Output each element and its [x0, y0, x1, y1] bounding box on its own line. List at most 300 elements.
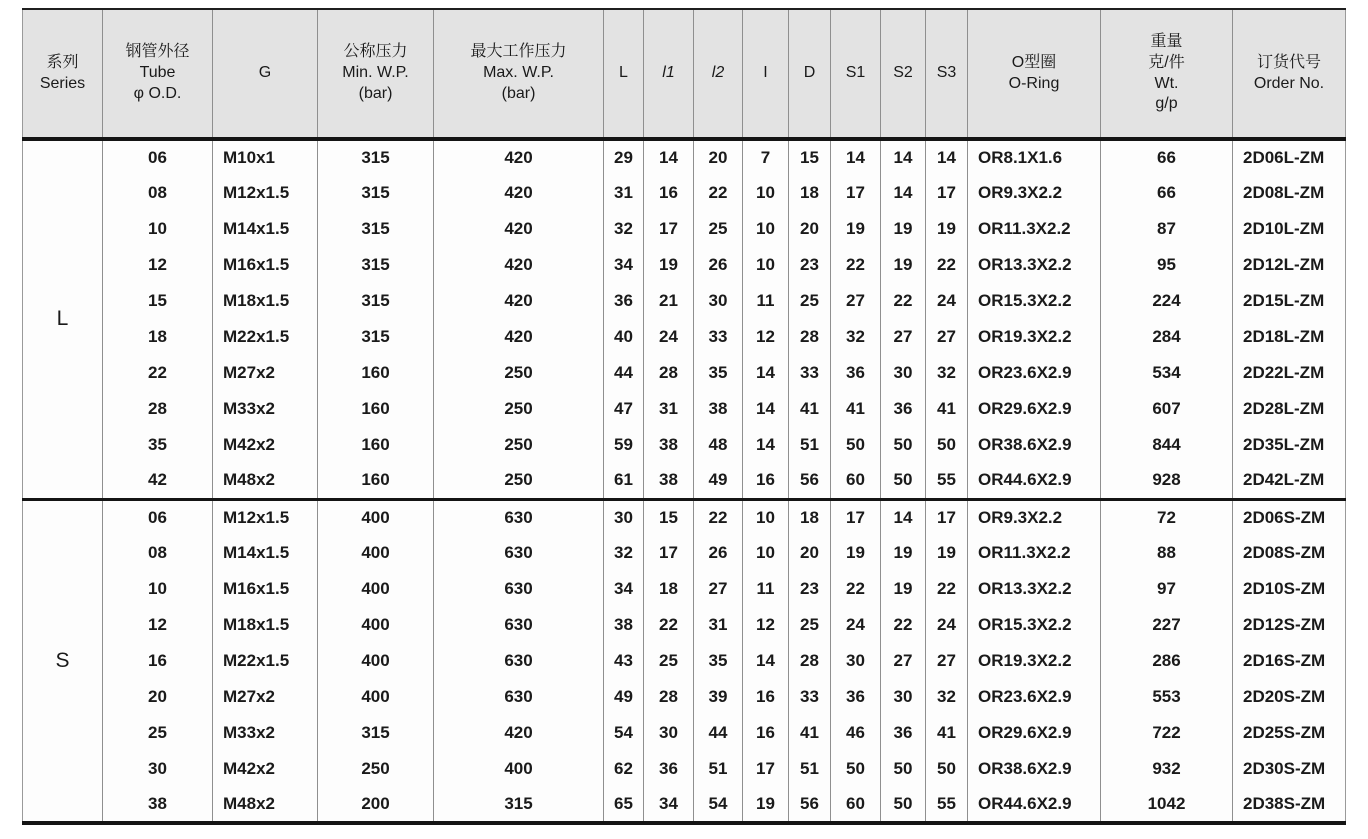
cell-oring: OR15.3X2.2 — [968, 283, 1101, 319]
cell-L: 38 — [604, 607, 644, 643]
cell-g: M48x2 — [213, 787, 318, 823]
cell-S3: 17 — [926, 175, 968, 211]
cell-max_wp: 420 — [434, 175, 604, 211]
series-cell-L: L — [56, 307, 69, 331]
cell-l1: 19 — [644, 247, 694, 283]
cell-S3: 22 — [926, 247, 968, 283]
cell-D: 18 — [789, 175, 831, 211]
cell-L: 40 — [604, 319, 644, 355]
cell-L: 43 — [604, 643, 644, 679]
cell-min_wp: 315 — [318, 715, 434, 751]
cell-S2: 50 — [881, 427, 926, 463]
cell-L: 65 — [604, 787, 644, 823]
cell-tube: 16 — [103, 643, 213, 679]
cell-wt: 66 — [1101, 139, 1233, 175]
cell-S2: 22 — [881, 283, 926, 319]
cell-tube: 25 — [103, 715, 213, 751]
cell-wt: 534 — [1101, 355, 1233, 391]
cell-g: M42x2 — [213, 427, 318, 463]
cell-l2: 26 — [694, 247, 743, 283]
cell-l2: 33 — [694, 319, 743, 355]
cell-oring: OR15.3X2.2 — [968, 607, 1101, 643]
cell-l2: 48 — [694, 427, 743, 463]
cell-max_wp: 250 — [434, 355, 604, 391]
col-header-I: I — [743, 9, 789, 139]
cell-g: M22x1.5 — [213, 643, 318, 679]
table-header — [23, 9, 1346, 139]
cell-g: M12x1.5 — [213, 499, 318, 535]
cell-S3: 32 — [926, 355, 968, 391]
cell-l1: 34 — [644, 787, 694, 823]
cell-I: 11 — [743, 571, 789, 607]
cell-g: M33x2 — [213, 391, 318, 427]
cell-I: 12 — [743, 607, 789, 643]
cell-order: 2D15L-ZM — [1233, 283, 1346, 319]
cell-S3: 24 — [926, 283, 968, 319]
cell-min_wp: 315 — [318, 211, 434, 247]
cell-D: 56 — [789, 463, 831, 499]
cell-S1: 60 — [831, 787, 881, 823]
cell-g: M18x1.5 — [213, 607, 318, 643]
cell-I: 16 — [743, 679, 789, 715]
cell-tube: 12 — [103, 607, 213, 643]
cell-I: 10 — [743, 499, 789, 535]
cell-tube: 10 — [103, 211, 213, 247]
cell-S2: 14 — [881, 175, 926, 211]
col-header-S1: S1 — [831, 9, 881, 139]
cell-S1: 14 — [831, 139, 881, 175]
cell-l2: 44 — [694, 715, 743, 751]
cell-oring: OR13.3X2.2 — [968, 247, 1101, 283]
cell-g: M48x2 — [213, 463, 318, 499]
cell-I: 14 — [743, 391, 789, 427]
cell-S2: 19 — [881, 535, 926, 571]
cell-l1: 31 — [644, 391, 694, 427]
cell-l1: 28 — [644, 355, 694, 391]
cell-min_wp: 400 — [318, 571, 434, 607]
cell-order: 2D25S-ZM — [1233, 715, 1346, 751]
cell-I: 7 — [743, 139, 789, 175]
cell-oring: OR11.3X2.2 — [968, 535, 1101, 571]
col-header-tube: 钢管外径 Tube φ O.D. — [103, 9, 213, 139]
cell-I: 14 — [743, 355, 789, 391]
cell-oring: OR9.3X2.2 — [968, 499, 1101, 535]
cell-L: 32 — [604, 211, 644, 247]
cell-max_wp: 630 — [434, 679, 604, 715]
cell-min_wp: 160 — [318, 355, 434, 391]
cell-L: 62 — [604, 751, 644, 787]
cell-S3: 50 — [926, 427, 968, 463]
cell-D: 23 — [789, 247, 831, 283]
cell-D: 51 — [789, 427, 831, 463]
table-row — [23, 319, 1346, 355]
cell-oring: OR29.6X2.9 — [968, 391, 1101, 427]
cell-S2: 14 — [881, 139, 926, 175]
cell-I: 10 — [743, 175, 789, 211]
cell-l2: 39 — [694, 679, 743, 715]
cell-tube: 10 — [103, 571, 213, 607]
cell-oring: OR8.1X1.6 — [968, 139, 1101, 175]
cell-S3: 17 — [926, 499, 968, 535]
table-row — [23, 535, 1346, 571]
series-cell-S: S — [23, 499, 103, 823]
cell-tube: 12 — [103, 247, 213, 283]
cell-min_wp: 315 — [318, 319, 434, 355]
cell-S1: 22 — [831, 247, 881, 283]
cell-oring: OR38.6X2.9 — [968, 427, 1101, 463]
table-row — [23, 679, 1346, 715]
cell-order: 2D12S-ZM — [1233, 607, 1346, 643]
col-header-max_wp: 最大工作压力 Max. W.P. (bar) — [434, 9, 604, 139]
cell-l1: 38 — [644, 463, 694, 499]
cell-g: M42x2 — [213, 751, 318, 787]
cell-S1: 32 — [831, 319, 881, 355]
cell-l1: 17 — [644, 211, 694, 247]
cell-order: 2D12L-ZM — [1233, 247, 1346, 283]
cell-S2: 36 — [881, 715, 926, 751]
cell-order: 2D35L-ZM — [1233, 427, 1346, 463]
cell-S2: 50 — [881, 463, 926, 499]
cell-wt: 844 — [1101, 427, 1233, 463]
cell-oring: OR11.3X2.2 — [968, 211, 1101, 247]
cell-l2: 54 — [694, 787, 743, 823]
cell-l1: 16 — [644, 175, 694, 211]
cell-S2: 19 — [881, 247, 926, 283]
cell-wt: 66 — [1101, 175, 1233, 211]
cell-L: 32 — [604, 535, 644, 571]
cell-S3: 14 — [926, 139, 968, 175]
table-row — [23, 571, 1346, 607]
cell-l1: 38 — [644, 427, 694, 463]
cell-wt: 932 — [1101, 751, 1233, 787]
cell-oring: OR44.6X2.9 — [968, 787, 1101, 823]
table-row — [23, 643, 1346, 679]
cell-I: 16 — [743, 463, 789, 499]
table-row — [23, 211, 1346, 247]
cell-l2: 35 — [694, 355, 743, 391]
cell-max_wp: 630 — [434, 607, 604, 643]
cell-D: 28 — [789, 319, 831, 355]
cell-S1: 60 — [831, 463, 881, 499]
cell-l2: 35 — [694, 643, 743, 679]
cell-S1: 46 — [831, 715, 881, 751]
cell-S2: 27 — [881, 319, 926, 355]
col-header-L: L — [604, 9, 644, 139]
cell-I: 10 — [743, 211, 789, 247]
cell-L: 29 — [604, 139, 644, 175]
col-header-S3: S3 — [926, 9, 968, 139]
cell-order: 2D06L-ZM — [1233, 139, 1346, 175]
cell-L: 34 — [604, 571, 644, 607]
cell-tube: 08 — [103, 175, 213, 211]
cell-l2: 38 — [694, 391, 743, 427]
cell-L: 31 — [604, 175, 644, 211]
cell-I: 14 — [743, 427, 789, 463]
cell-S3: 32 — [926, 679, 968, 715]
cell-S3: 55 — [926, 787, 968, 823]
cell-I: 12 — [743, 319, 789, 355]
cell-oring: OR9.3X2.2 — [968, 175, 1101, 211]
cell-oring: OR38.6X2.9 — [968, 751, 1101, 787]
table-row — [23, 283, 1346, 319]
cell-S3: 55 — [926, 463, 968, 499]
cell-order: 2D16S-ZM — [1233, 643, 1346, 679]
cell-S3: 41 — [926, 391, 968, 427]
cell-g: M10x1 — [213, 139, 318, 175]
cell-max_wp: 630 — [434, 643, 604, 679]
cell-g: M16x1.5 — [213, 571, 318, 607]
cell-tube: 08 — [103, 535, 213, 571]
col-header-min_wp: 公称压力 Min. W.P. (bar) — [318, 9, 434, 139]
cell-L: 34 — [604, 247, 644, 283]
cell-L: 36 — [604, 283, 644, 319]
cell-I: 10 — [743, 535, 789, 571]
cell-S2: 30 — [881, 355, 926, 391]
cell-oring: OR23.6X2.9 — [968, 679, 1101, 715]
cell-g: M18x1.5 — [213, 283, 318, 319]
cell-max_wp: 630 — [434, 571, 604, 607]
cell-l2: 51 — [694, 751, 743, 787]
cell-max_wp: 420 — [434, 211, 604, 247]
cell-min_wp: 250 — [318, 751, 434, 787]
cell-wt: 284 — [1101, 319, 1233, 355]
cell-tube: 35 — [103, 427, 213, 463]
cell-S2: 36 — [881, 391, 926, 427]
cell-l1: 17 — [644, 535, 694, 571]
cell-wt: 928 — [1101, 463, 1233, 499]
col-header-g: G — [213, 9, 318, 139]
cell-wt: 97 — [1101, 571, 1233, 607]
cell-S1: 17 — [831, 499, 881, 535]
cell-S1: 36 — [831, 679, 881, 715]
cell-S1: 27 — [831, 283, 881, 319]
cell-S1: 36 — [831, 355, 881, 391]
cell-l2: 22 — [694, 175, 743, 211]
cell-order: 2D20S-ZM — [1233, 679, 1346, 715]
table-body — [23, 139, 1346, 823]
cell-S3: 50 — [926, 751, 968, 787]
col-header-l2: l2 — [694, 9, 743, 139]
table-row — [23, 391, 1346, 427]
table-row — [23, 787, 1346, 823]
cell-max_wp: 250 — [434, 427, 604, 463]
cell-S1: 22 — [831, 571, 881, 607]
cell-wt: 224 — [1101, 283, 1233, 319]
cell-min_wp: 200 — [318, 787, 434, 823]
cell-tube: 06 — [103, 139, 213, 175]
cell-L: 61 — [604, 463, 644, 499]
cell-S3: 19 — [926, 535, 968, 571]
cell-D: 25 — [789, 607, 831, 643]
cell-S3: 27 — [926, 319, 968, 355]
cell-max_wp: 420 — [434, 283, 604, 319]
cell-g: M14x1.5 — [213, 211, 318, 247]
col-header-oring: O型圈 O-Ring — [968, 9, 1101, 139]
cell-order: 2D22L-ZM — [1233, 355, 1346, 391]
cell-l2: 31 — [694, 607, 743, 643]
col-header-l1: l1 — [644, 9, 694, 139]
cell-L: 49 — [604, 679, 644, 715]
cell-wt: 286 — [1101, 643, 1233, 679]
cell-tube: 15 — [103, 283, 213, 319]
table-row — [23, 247, 1346, 283]
cell-order: 2D28L-ZM — [1233, 391, 1346, 427]
cell-oring: OR29.6X2.9 — [968, 715, 1101, 751]
cell-D: 20 — [789, 535, 831, 571]
cell-D: 23 — [789, 571, 831, 607]
cell-tube: 28 — [103, 391, 213, 427]
col-header-series: 系列 Series — [39, 53, 86, 92]
cell-S2: 14 — [881, 499, 926, 535]
cell-max_wp: 420 — [434, 247, 604, 283]
cell-max_wp: 630 — [434, 535, 604, 571]
cell-g: M12x1.5 — [213, 175, 318, 211]
cell-I: 16 — [743, 715, 789, 751]
cell-g: M14x1.5 — [213, 535, 318, 571]
cell-tube: 30 — [103, 751, 213, 787]
cell-wt: 95 — [1101, 247, 1233, 283]
cell-max_wp: 420 — [434, 319, 604, 355]
cell-I: 10 — [743, 247, 789, 283]
cell-min_wp: 315 — [318, 139, 434, 175]
cell-oring: OR19.3X2.2 — [968, 319, 1101, 355]
cell-tube: 22 — [103, 355, 213, 391]
cell-S1: 17 — [831, 175, 881, 211]
cell-D: 25 — [789, 283, 831, 319]
cell-S2: 50 — [881, 751, 926, 787]
cell-l1: 28 — [644, 679, 694, 715]
cell-D: 56 — [789, 787, 831, 823]
cell-S1: 41 — [831, 391, 881, 427]
cell-l1: 22 — [644, 607, 694, 643]
cell-min_wp: 400 — [318, 679, 434, 715]
cell-S1: 50 — [831, 751, 881, 787]
cell-max_wp: 630 — [434, 499, 604, 535]
cell-S1: 24 — [831, 607, 881, 643]
cell-g: M16x1.5 — [213, 247, 318, 283]
cell-L: 54 — [604, 715, 644, 751]
cell-I: 14 — [743, 643, 789, 679]
cell-max_wp: 315 — [434, 787, 604, 823]
cell-I: 11 — [743, 283, 789, 319]
cell-min_wp: 315 — [318, 283, 434, 319]
cell-D: 33 — [789, 355, 831, 391]
cell-S1: 30 — [831, 643, 881, 679]
cell-D: 18 — [789, 499, 831, 535]
cell-min_wp: 160 — [318, 391, 434, 427]
cell-D: 20 — [789, 211, 831, 247]
cell-l2: 22 — [694, 499, 743, 535]
table-row — [23, 175, 1346, 211]
cell-max_wp: 400 — [434, 751, 604, 787]
col-header-wt: 重量 克/件 Wt. g/p — [1101, 9, 1233, 139]
cell-l2: 27 — [694, 571, 743, 607]
cell-l1: 30 — [644, 715, 694, 751]
cell-S3: 22 — [926, 571, 968, 607]
cell-l1: 25 — [644, 643, 694, 679]
cell-min_wp: 315 — [318, 175, 434, 211]
cell-wt: 722 — [1101, 715, 1233, 751]
cell-l2: 26 — [694, 535, 743, 571]
cell-min_wp: 400 — [318, 643, 434, 679]
cell-S2: 50 — [881, 787, 926, 823]
cell-D: 41 — [789, 715, 831, 751]
table-row — [23, 139, 1346, 175]
cell-max_wp: 250 — [434, 463, 604, 499]
cell-D: 33 — [789, 679, 831, 715]
cell-order: 2D08L-ZM — [1233, 175, 1346, 211]
cell-wt: 607 — [1101, 391, 1233, 427]
header-row — [23, 9, 1346, 139]
cell-L: 47 — [604, 391, 644, 427]
table-row — [23, 607, 1346, 643]
cell-wt: 227 — [1101, 607, 1233, 643]
table-row — [23, 355, 1346, 391]
cell-wt: 553 — [1101, 679, 1233, 715]
cell-wt: 72 — [1101, 499, 1233, 535]
cell-order: 2D08S-ZM — [1233, 535, 1346, 571]
fitting-spec-table — [22, 8, 1346, 825]
cell-min_wp: 160 — [318, 427, 434, 463]
cell-wt: 87 — [1101, 211, 1233, 247]
cell-L: 30 — [604, 499, 644, 535]
table-row — [23, 463, 1346, 499]
cell-l1: 18 — [644, 571, 694, 607]
cell-wt: 1042 — [1101, 787, 1233, 823]
cell-max_wp: 420 — [434, 139, 604, 175]
cell-I: 17 — [743, 751, 789, 787]
cell-g: M27x2 — [213, 355, 318, 391]
cell-l1: 24 — [644, 319, 694, 355]
cell-D: 51 — [789, 751, 831, 787]
cell-D: 28 — [789, 643, 831, 679]
cell-S2: 27 — [881, 643, 926, 679]
table-row — [23, 499, 1346, 535]
cell-max_wp: 250 — [434, 391, 604, 427]
cell-order: 2D38S-ZM — [1233, 787, 1346, 823]
cell-tube: 18 — [103, 319, 213, 355]
cell-order: 2D10L-ZM — [1233, 211, 1346, 247]
cell-l2: 49 — [694, 463, 743, 499]
cell-S2: 30 — [881, 679, 926, 715]
cell-S3: 27 — [926, 643, 968, 679]
cell-min_wp: 400 — [318, 499, 434, 535]
cell-order: 2D30S-ZM — [1233, 751, 1346, 787]
col-header-D: D — [789, 9, 831, 139]
cell-l2: 30 — [694, 283, 743, 319]
table-row — [23, 427, 1346, 463]
cell-L: 44 — [604, 355, 644, 391]
cell-tube: 06 — [103, 499, 213, 535]
cell-min_wp: 315 — [318, 247, 434, 283]
cell-l1: 36 — [644, 751, 694, 787]
cell-tube: 38 — [103, 787, 213, 823]
cell-S1: 19 — [831, 535, 881, 571]
cell-l2: 20 — [694, 139, 743, 175]
table-row — [23, 751, 1346, 787]
table-row — [23, 715, 1346, 751]
col-header-S2: S2 — [881, 9, 926, 139]
cell-g: M22x1.5 — [213, 319, 318, 355]
cell-g: M33x2 — [213, 715, 318, 751]
cell-D: 15 — [789, 139, 831, 175]
cell-D: 41 — [789, 391, 831, 427]
cell-order: 2D42L-ZM — [1233, 463, 1346, 499]
cell-tube: 42 — [103, 463, 213, 499]
cell-wt: 88 — [1101, 535, 1233, 571]
cell-min_wp: 400 — [318, 535, 434, 571]
cell-S2: 19 — [881, 571, 926, 607]
